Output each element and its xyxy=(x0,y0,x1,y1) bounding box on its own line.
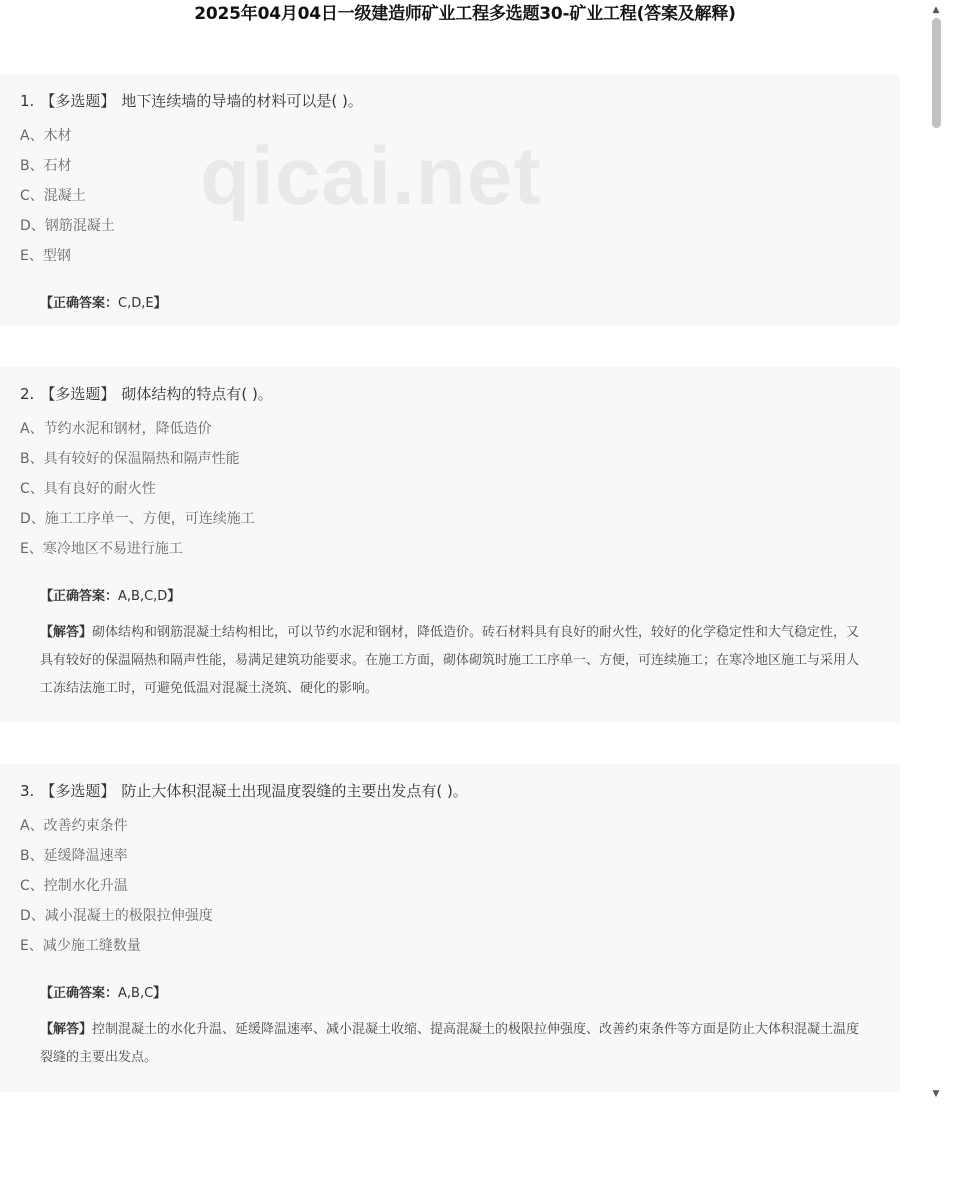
question-number: 3. xyxy=(20,782,35,800)
answer-close: 】 xyxy=(167,589,181,604)
option-c: C、具有良好的耐火性 xyxy=(20,481,156,497)
explanation xyxy=(40,1016,870,1072)
option-a: A、节约水泥和钢材，降低造价 xyxy=(20,421,212,437)
option-b: B、石材 xyxy=(20,158,72,174)
option-b: B、延缓降温速率 xyxy=(20,848,128,864)
option-b: B、具有较好的保温隔热和隔声性能 xyxy=(20,451,240,467)
scroll-down-arrow-icon[interactable]: ▼ xyxy=(932,1089,940,1099)
option-d: D、施工工序单一、方便，可连续施工 xyxy=(20,511,255,527)
correct-answer xyxy=(40,587,180,607)
option-d: D、钢筋混凝土 xyxy=(20,218,115,234)
question-card xyxy=(0,367,900,723)
explanation-text: 砌体结构和钢筋混凝土结构相比，可以节约水泥和钢材，降低造价。砖石材料具有良好的耐火性，较好的化学稳定性和大气稳定性，又具有较好的保温隔热和隔声性能，易满足建筑功能要求。在施工方面，砌体砌筑时施工工序单一、方便，可连续施工；在寒冷地区施工与采用人工冻结法施工时，可避免低温对混凝土浇筑、硬化的影响。 xyxy=(40,625,860,696)
question-type: 【多选题】 xyxy=(40,92,116,110)
correct-answer xyxy=(40,294,167,314)
option-a: A、木材 xyxy=(20,128,72,144)
option-e: E、减少施工缝数量 xyxy=(20,938,141,954)
explanation xyxy=(40,619,870,703)
question-header xyxy=(20,383,273,405)
scrollbar-thumb[interactable] xyxy=(932,18,941,128)
question-text: 地下连续墙的导墙的材料可以是( )。 xyxy=(121,92,363,110)
question-card xyxy=(0,74,900,326)
question-text: 防止大体积混凝土出现温度裂缝的主要出发点有( )。 xyxy=(121,782,468,800)
question-text: 砌体结构的特点有( )。 xyxy=(121,385,273,403)
question-header xyxy=(20,90,363,112)
answer-label: 【正确答案： xyxy=(40,589,119,604)
question-card xyxy=(0,764,900,1092)
answer-label: 【正确答案： xyxy=(40,986,119,1001)
option-a: A、改善约束条件 xyxy=(20,818,128,834)
explanation-tag: 【解答】 xyxy=(40,625,93,640)
page-title: 2025年04月04日一级建造师矿业工程多选题30-矿业工程(答案及解释) xyxy=(194,4,736,24)
option-e: E、寒冷地区不易进行施工 xyxy=(20,541,183,557)
option-c: C、控制水化升温 xyxy=(20,878,128,894)
answer-label: 【正确答案： xyxy=(40,296,119,311)
question-type: 【多选题】 xyxy=(40,385,116,403)
question-number: 2. xyxy=(20,385,35,403)
question-type: 【多选题】 xyxy=(40,782,116,800)
answer-value: A,B,C,D xyxy=(118,589,168,604)
question-header xyxy=(20,780,468,802)
scroll-up-arrow-icon[interactable]: ▲ xyxy=(932,5,940,15)
explanation-text: 控制混凝土的水化升温、延缓降温速率、减小混凝土收缩、提高混凝土的极限拉伸强度、改善约束条件等方面是防止大体积混凝土温度裂缝的主要出发点。 xyxy=(40,1022,860,1065)
answer-value: A,B,C xyxy=(118,986,154,1001)
answer-value: C,D,E xyxy=(118,296,154,311)
question-number: 1. xyxy=(20,92,35,110)
correct-answer xyxy=(40,984,166,1004)
option-c: C、混凝土 xyxy=(20,188,86,204)
answer-close: 】 xyxy=(153,986,167,1001)
explanation-tag: 【解答】 xyxy=(40,1022,93,1037)
vertical-scrollbar[interactable] xyxy=(928,0,944,1104)
option-d: D、减小混凝土的极限拉伸强度 xyxy=(20,908,213,924)
watermark-logo: qicai.net xyxy=(200,131,542,222)
option-e: E、型钢 xyxy=(20,248,71,264)
answer-close: 】 xyxy=(153,296,167,311)
